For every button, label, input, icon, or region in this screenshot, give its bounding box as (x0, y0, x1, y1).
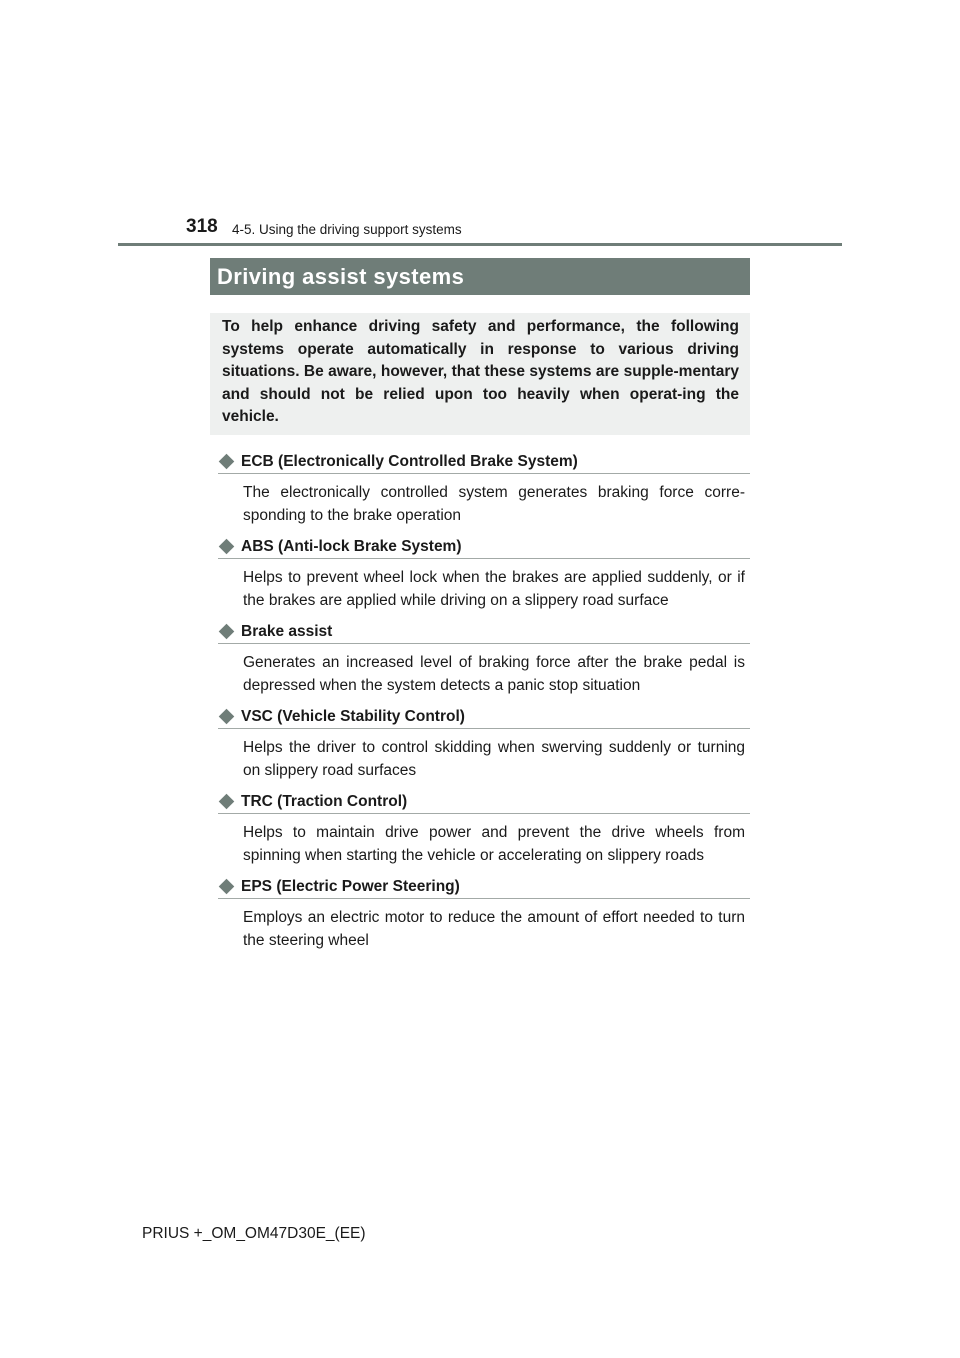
item-heading (218, 450, 750, 474)
item-title: VSC (Vehicle Stability Control) (241, 707, 465, 725)
header-rule (118, 243, 842, 246)
item-description: Helps the driver to control skidding when swerving suddenly or turning on slippery road surfaces (243, 739, 745, 779)
list-item (218, 620, 750, 705)
intro-box (210, 313, 750, 435)
feature-list (218, 450, 750, 960)
item-description: The electronically controlled system generates braking force corre-sponding to the brake operation (243, 484, 745, 524)
item-description: Employs an electric motor to reduce the amount of effort needed to turn the steering wheel (243, 909, 745, 949)
diamond-icon (219, 794, 235, 810)
page-number: 318 (186, 216, 218, 237)
intro-text: To help enhance driving safety and performance, the following systems operate automatically in response to various driving situations. Be aware, however, that these systems are supple-mentary and should not be relied upon too heavily when operat-ing the vehicle. (222, 318, 739, 426)
item-heading (218, 535, 750, 559)
item-title: ABS (Anti-lock Brake System) (241, 537, 462, 555)
item-description: Helps to maintain drive power and prevent the drive wheels from spinning when starting the vehicle or accelerating on slippery roads (243, 824, 745, 864)
title-bar (210, 258, 750, 295)
item-heading (218, 620, 750, 644)
item-title: Brake assist (241, 622, 333, 640)
list-item (218, 875, 750, 960)
section-path: 4-5. Using the driving support systems (232, 222, 462, 237)
diamond-icon (219, 539, 235, 555)
diamond-icon (219, 624, 235, 640)
item-description: Generates an increased level of braking force after the brake pedal is depressed when the system detects a panic stop situation (243, 654, 745, 694)
item-heading (218, 790, 750, 814)
item-title: ECB (Electronically Controlled Brake System) (241, 452, 578, 470)
item-heading (218, 875, 750, 899)
list-item (218, 535, 750, 620)
list-item (218, 450, 750, 535)
diamond-icon (219, 454, 235, 470)
item-title: EPS (Electric Power Steering) (241, 877, 460, 895)
list-item (218, 790, 750, 875)
item-heading (218, 705, 750, 729)
diamond-icon (219, 709, 235, 725)
document-code: PRIUS +_OM_OM47D30E_(EE) (142, 1225, 366, 1242)
item-title: TRC (Traction Control) (241, 792, 408, 810)
item-description: Helps to prevent wheel lock when the brakes are applied suddenly, or if the brakes are applied while driving on a slippery road surface (243, 569, 745, 609)
list-item (218, 705, 750, 790)
diamond-icon (219, 879, 235, 895)
page-title: Driving assist systems (217, 263, 465, 289)
